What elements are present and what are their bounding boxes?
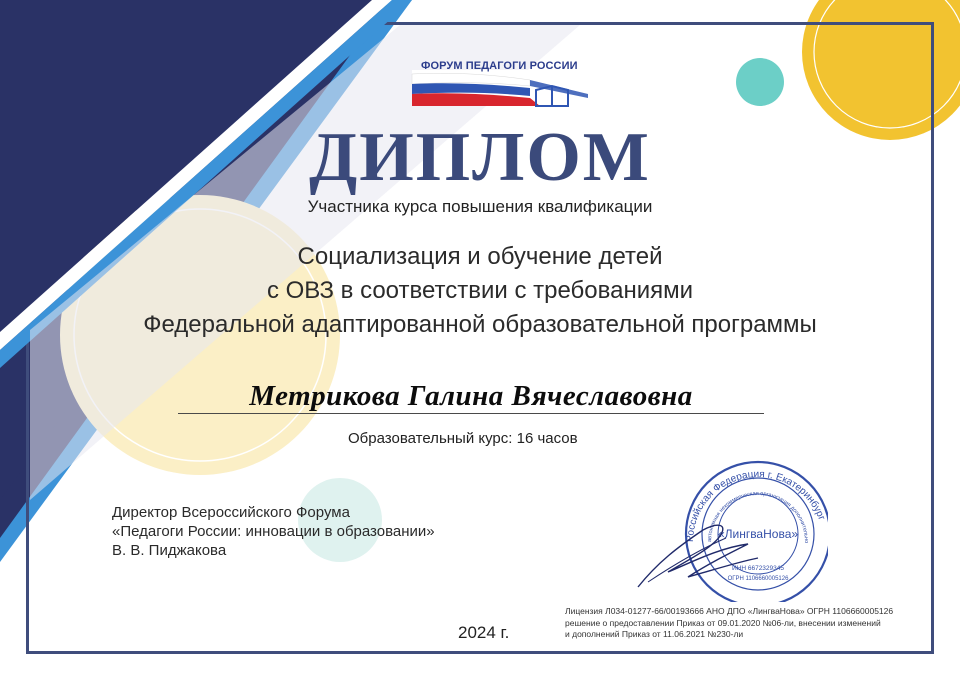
diploma-year: 2024 г.	[458, 623, 510, 642]
license-line-2: решение о предоставлении Приказ от 09.01.2020 №06-ли, внесении изменений	[565, 617, 881, 628]
course-hours: Образовательный курс: 16 часов	[348, 430, 578, 447]
director-forum: «Педагоги России: инновации в образовании»	[112, 523, 435, 540]
director-title: Директор Всероссийского Форума	[112, 504, 350, 521]
logo-text: ФОРУМ ПЕДАГОГИ РОССИИ	[421, 60, 578, 72]
course-title	[0, 240, 960, 342]
stamp-center-text: «ЛингваНова»	[717, 527, 799, 541]
official-stamp	[608, 452, 828, 602]
director-block	[112, 503, 435, 560]
license-info	[565, 606, 893, 641]
recipient-name: Метрикова Галина Вячеславовна	[249, 380, 693, 412]
license-line-3: и дополнений Приказ от 11.06.2021 №230-ли	[565, 629, 744, 639]
course-line-3: Федеральной адаптированной образовательной программы	[143, 311, 817, 338]
diploma-subtitle: Участника курса повышения квалификации	[307, 197, 653, 216]
director-name: В. В. Пиджакова	[112, 542, 227, 559]
course-line-1: Социализация и обучение детей	[297, 243, 663, 270]
stamp-ring-top: Российская Федерация г. Екатеринбург	[684, 468, 827, 543]
stamp-ring-inner: автономная некоммерческая организация дополнительно	[706, 490, 810, 544]
diploma-title: ДИПЛОМ	[309, 119, 651, 196]
license-line-1: Лицензия Л034-01277-66/00193666 АНО ДПО «ЛингваНова» ОГРН 1106660005126	[565, 606, 894, 616]
stamp-ogrn: ОГРН 1106660005126	[727, 576, 789, 582]
course-line-2: с ОВЗ в соответствии с требованиями	[266, 277, 694, 304]
name-underline	[178, 413, 764, 414]
stamp-inn: ИНН 6672329345	[731, 565, 785, 572]
